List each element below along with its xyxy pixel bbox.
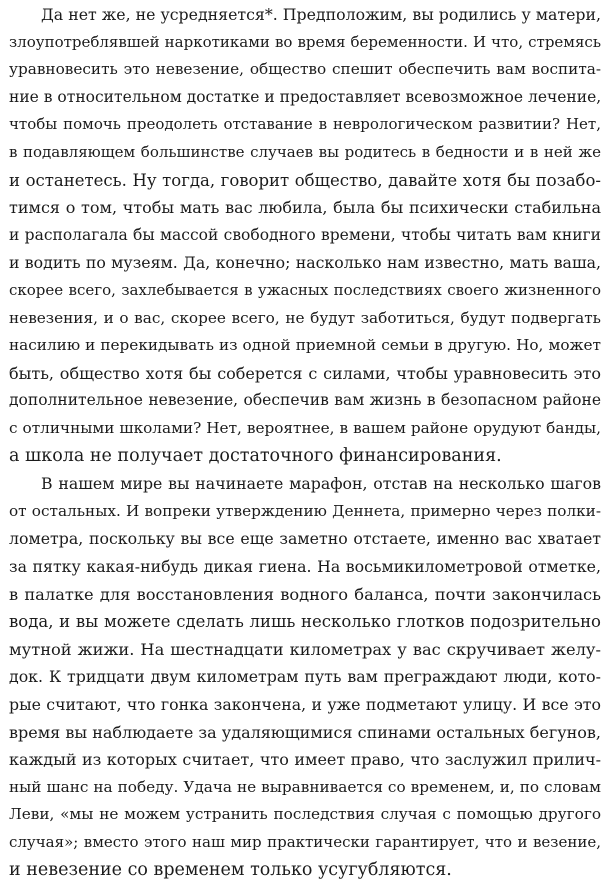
text-line: от остальных. И вопреки утверждению Деннета, примерно через полки- xyxy=(9,501,601,520)
text-line: в палатке для восстановления водного баланса, почти закончилась xyxy=(9,584,601,604)
text-line: и невезение со временем только усугубляются. xyxy=(9,859,452,880)
text-line: ный шанс на победу. Удача не выравнивается со временем, и, по словам xyxy=(9,777,601,796)
text-line: и располагала бы массой свободного времени, чтобы читать вам книги xyxy=(9,225,601,244)
text-line: мутной жижи. На шестнадцати километрах у вас скручивает желу- xyxy=(9,639,601,659)
text-line: за пятку какая-нибудь дикая гиена. На восьмикилометровой отметке, xyxy=(9,557,601,576)
text-line: насилию и перекидывать из одной приемной семьи в другую. Но, может xyxy=(9,336,601,355)
text-line: каждый из которых считает, что имеет право, что заслужил прилич- xyxy=(9,750,601,770)
text-line: время вы наблюдаете за удаляющимися спинами остальных бегунов, xyxy=(9,722,601,742)
text-line: дополнительное невезение, обеспечив вам жизнь в безопасном районе xyxy=(9,391,601,410)
text-line: док. К тридцати двум километрам путь вам преграждают люди, кото- xyxy=(9,667,601,687)
text-line: быть, общество хотя бы соберется с силами, чтобы уравновесить это xyxy=(9,363,601,383)
text-line: скорее всего, захлебывается в ужасных последствиях своего жизненного xyxy=(9,281,601,299)
text-line: рые считают, что гонка закончена, и уже подметают улицу. И все это xyxy=(9,695,601,714)
text-line: случая»; вместо этого наш мир практически гарантирует, что и везение, xyxy=(9,833,601,851)
text-line: Леви, «мы не можем устранить последствия случая с помощью другого xyxy=(9,805,601,824)
text-line: в подавляющем большинстве случаев вы родитесь в бедности и в ней же xyxy=(9,143,601,161)
text-line: тимся о том, чтобы мать вас любила, была бы психически стабильна xyxy=(9,198,601,218)
book-page xyxy=(9,0,602,880)
text-line: лометра, поскольку вы все еще заметно отстаете, именно вас хватает xyxy=(9,529,601,549)
text-line: и водить по музеям. Да, конечно; насколько нам известно, мать ваша, xyxy=(9,253,601,273)
text-line: с отличными школами? Нет, вероятнее, в вашем районе орудуют банды, xyxy=(9,419,601,437)
text-line: вода, и вы можете сделать лишь несколько глотков подозрительно xyxy=(9,612,601,632)
paragraph-first-line: В нашем мире вы начинаете марафон, отстав на несколько шагов xyxy=(41,474,601,494)
text-line: ние в относительном достатке и предоставляет всевозможное лечение, xyxy=(9,87,602,106)
text-line: и останетесь. Ну тогда, говорит общество, давайте хотя бы позабо- xyxy=(9,170,601,190)
text-line: а школа не получает достаточного финансирования. xyxy=(9,445,502,466)
paragraph-first-line: Да нет же, не усредняется*. Предположим, вы родились у матери, xyxy=(41,5,601,24)
text-line: чтобы помочь преодолеть отставание в неврологическом развитии? Нет, xyxy=(9,115,601,134)
text-line: невезения, и о вас, скорее всего, не будут заботиться, будут подвергать xyxy=(9,308,601,327)
text-line: злоупотреблявшей наркотиками во время беременности. И что, стремясь xyxy=(9,32,601,51)
text-line: уравновесить это невезение, общество спешит обеспечить вам воспита- xyxy=(9,60,601,79)
